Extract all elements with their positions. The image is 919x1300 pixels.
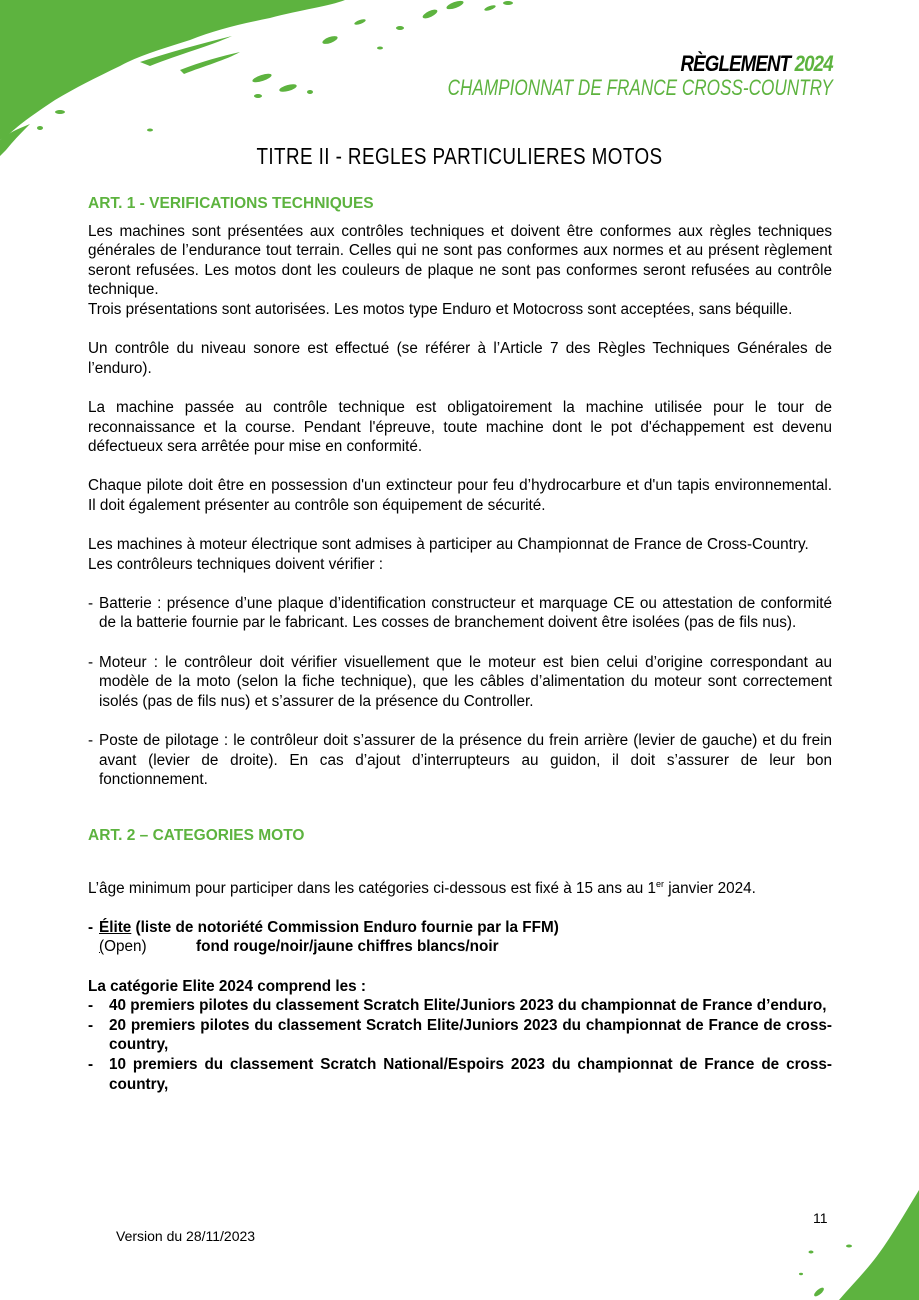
list-item: - Batterie : présence d’une plaque d’identification constructeur et marquage CE ou attestation de conformité de la batterie fournie par le fabricant. Les cosses de branchement doivent être isolées (pas de fils nus). [88,594,832,632]
page-title: TITRE II - REGLES PARTICULIERES MOTOS [256,143,663,169]
paragraph: Chaque pilote doit être en possession d'un extincteur pour feu d’hydrocarbure et d'un tapis environnemental. Il doit également présenter au contrôle son équipement de sécurité. [88,477,832,514]
list-item: - Poste de pilotage : le contrôleur doit s’assurer de la présence du frein arrière (levier de gauche) et du frein avant (levier de droite). En cas d’ajout d’interrupteurs au guidon, il doit s’assurer de leur bon fonctionnement. [88,732,832,789]
paragraph: La machine passée au contrôle technique est obligatoirement la machine utilisée pour le tour de reconnaissance et la course. Pendant l'épreuve, toute machine dont le pot d'échappement est devenu défectueux sera arrêtée pour mise en conformité. [88,398,832,456]
header-word: RÈGLEMENT [680,51,791,76]
list-item: - Moteur : le contrôleur doit vérifier visuellement que le moteur est bien celui d’origine correspondant au modèle de la moto (selon la fiche technique), que les câbles d’alimentation du moteur sont correctement isolés (pas de fils nus) et s’assurer de la présence du Controller. [88,653,832,710]
elite-category: - Élite (liste de notoriété Commission Enduro fournie par la FFM) [88,918,559,936]
document-body [88,194,832,1094]
page-number: 11 [813,1210,828,1226]
green-splash-decoration-bottom [789,1190,919,1300]
elite-intro: La catégorie Elite 2024 comprend les : [88,977,367,995]
header-subtitle: CHAMPIONNAT DE FRANCE CROSS-COUNTRY [447,75,833,100]
plate-colors: fond rouge/noir/jaune chiffres blancs/noir [196,938,499,956]
document-header [339,52,833,100]
header-year: 2024 [794,51,833,76]
header-title [413,52,833,76]
paragraph: Trois présentations sont autorisées. Les motos type Enduro et Motocross sont acceptées, sans béquille. [88,300,793,318]
paragraph: Les machines sont présentées aux contrôles techniques et doivent être conformes aux règles techniques générales de l’endurance tout terrain. Celles qui ne sont pas conformes aux normes et au présent règlement seront refusées. Les motos dont les couleurs de plaque ne sont pas conformes seront refusées au contrôle technique. [88,222,832,299]
elite-label: Élite [99,918,132,936]
paragraph: Un contrôle du niveau sonore est effectué (se référer à l’Article 7 des Règles Techniques Générales de l’enduro). [88,340,832,377]
paragraph: Les machines à moteur électrique sont admises à participer au Championnat de France de Cross-Country. [88,536,809,554]
paragraph: Les contrôleurs techniques doivent vérifier : [88,555,384,573]
article-1-heading: ART. 1 - VERIFICATIONS TECHNIQUES [88,195,374,212]
age-paragraph: L’âge minimum pour participer dans les catégories ci-dessous est fixé à 15 ans au 1er janvier 2024. [88,878,756,897]
footer-version: Version du 28/11/2023 [116,1228,256,1244]
open-line: (Open) fond rouge/noir/jaune chiffres blancs/noir [99,938,499,956]
list-item: - 40 premiers pilotes du classement Scratch Elite/Juniors 2023 du championnat de France d’enduro, [88,997,827,1015]
list-item: - 10 premiers du classement Scratch National/Espoirs 2023 du championnat de France de cross-country, [88,1055,832,1093]
article-2-heading: ART. 2 – CATEGORIES MOTO [88,827,305,845]
list-item: - 20 premiers pilotes du classement Scratch Elite/Juniors 2023 du championnat de France de cross-country, [88,1016,832,1054]
